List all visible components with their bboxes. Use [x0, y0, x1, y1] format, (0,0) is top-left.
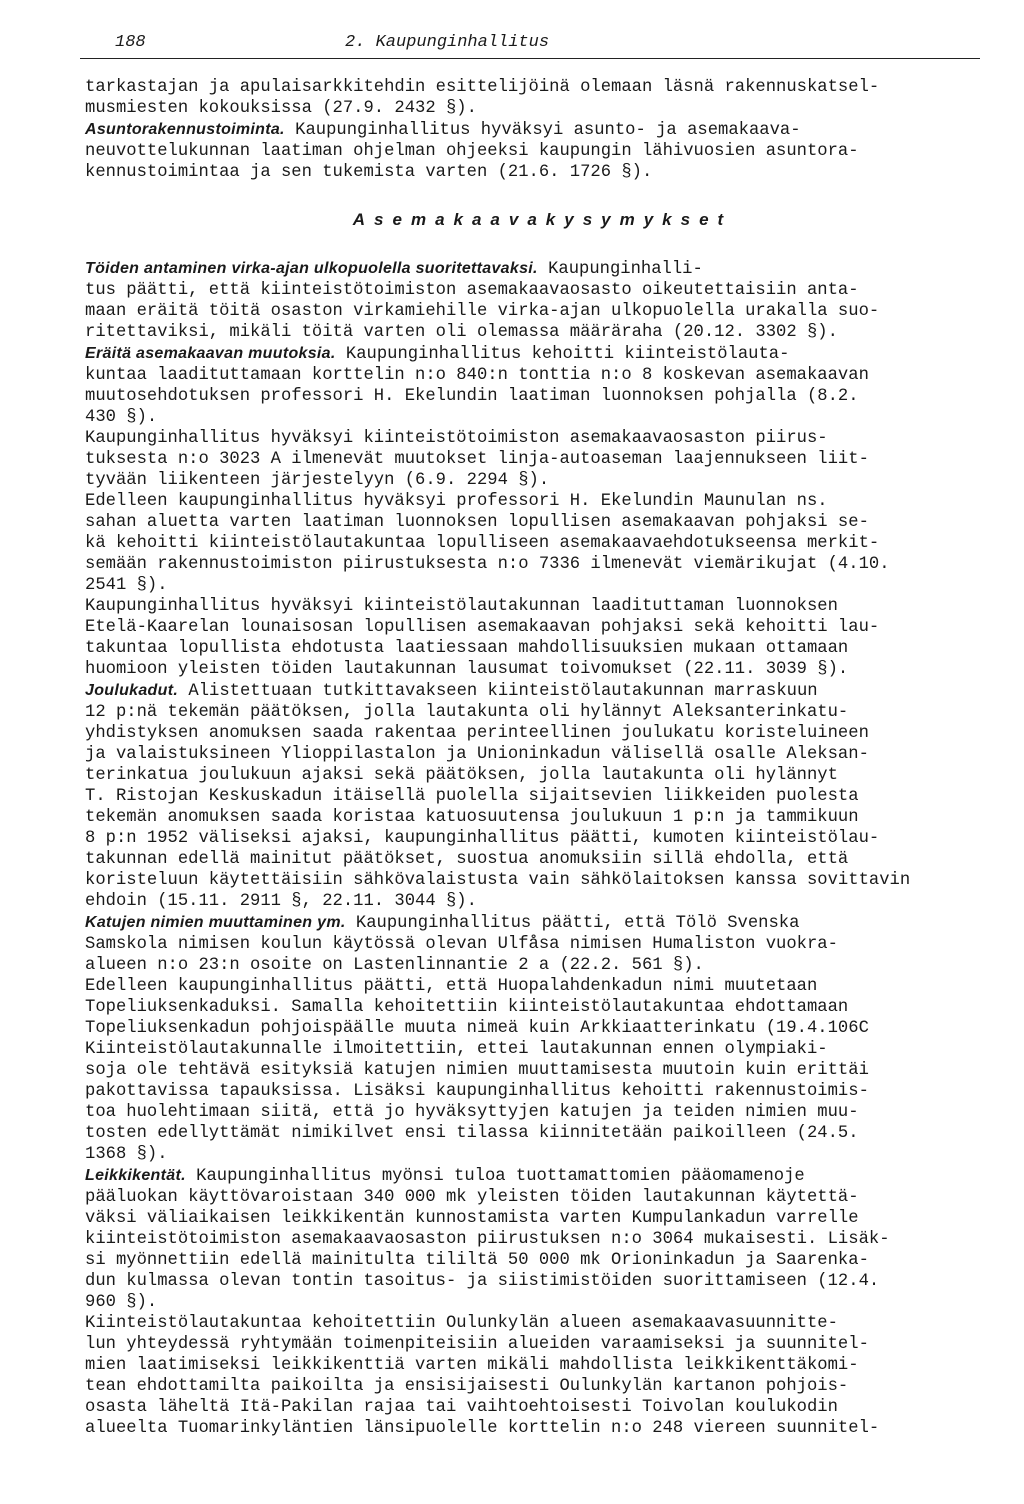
text-line: Etelä-Kaarelan lounaisosan lopullisen asemakaavan pohjaksi sekä kehoitti lau- — [85, 618, 880, 637]
text-line: mien laatimiseksi leikkikenttiä varten mikäli mahdollista leikkikenttäkomi- — [85, 1356, 859, 1375]
text-line: tean ehdottamilta paikoilta ja ensisijaisesti Oulunkylän kartanon pohjois- — [85, 1377, 849, 1396]
text-line: Töiden antaminen virka-ajan ulkopuolella suoritettavaksi. Kaupunginhalli- — [85, 260, 703, 279]
text-line: maan eräitä töitä osaston virkamiehille virka-ajan ulkopuolella urakalla suo- — [85, 302, 880, 321]
text-line: 430 §). — [85, 408, 158, 427]
text-line: ritettaviksi, mikäli töitä varten oli olemassa määräraha (20.12. 3302 §). — [85, 323, 838, 342]
text-line: huomioon yleisten töiden lautakunnan lausumat toivomukset (22.11. 3039 §). — [85, 660, 849, 679]
text-line: Samskola nimisen koulun käytössä olevan Ulfåsa nimisen Humaliston vuokra- — [85, 935, 838, 954]
paragraph-heading: Asuntorakennustoiminta. — [85, 121, 285, 138]
paragraph-eraita-muutoksia — [85, 343, 980, 680]
paragraph-heading: Katujen nimien muuttaminen ym. — [85, 914, 346, 931]
page-header — [80, 30, 980, 59]
text-line: terinkatua joulukuun ajaksi sekä päätöksen, jolla lautakunta oli hylännyt — [85, 766, 838, 785]
text-line: dun kulmassa olevan tontin tasoitus- ja siistimistöiden suorittamiseen (12.4. — [85, 1272, 880, 1291]
text-line: muutosehdotuksen professori H. Ekelundin laatiman luonnoksen pohjalla (8.2. — [85, 387, 859, 406]
text-line: ehdoin (15.11. 2911 §, 22.11. 3044 §). — [85, 892, 477, 911]
text-line: 12 p:nä tekemän päätöksen, jolla lautakunta oli hylännyt Aleksanterinkatu- — [85, 703, 849, 722]
text-line: tuksesta n:o 3023 A ilmenevät muutokset linja-autoaseman laajennukseen liit- — [85, 450, 869, 469]
text-line: Asuntorakennustoiminta. Kaupunginhallitus hyväksyi asunto- ja asemakaava- — [85, 121, 801, 140]
text-line: 2541 §). — [85, 576, 168, 595]
text-line: semään rakennustoimiston piirustuksesta n:o 7336 ilmenevät viemärikujat (4.10. — [85, 555, 890, 574]
text-line: lun yhteydessä ryhtymään toimenpiteisiin alueiden varaamiseksi ja suunnitel- — [85, 1335, 869, 1354]
text-line: sahan aluetta varten laatiman luonnoksen lopullisen asemakaavan pohjaksi se- — [85, 513, 869, 532]
text-line: yhdistyksen anomuksen saada rakentaa perinteellinen joulukatu koristeluineen — [85, 724, 869, 743]
text-line: Katujen nimien muuttaminen ym. Kaupunginhallitus päätti, että Tölö Svenska — [85, 914, 800, 933]
text-line: väksi väliaikaisen leikkikentän kunnostamista varten Kumpulankadun varrelle — [85, 1209, 859, 1228]
paragraph-heading: Eräitä asemakaavan muutoksia. — [85, 345, 336, 362]
text-line: toa huolehtimaan siitä, että jo hyväksyttyjen katujen ja teiden nimien muu- — [85, 1103, 859, 1122]
text-line: 960 §). — [85, 1293, 158, 1312]
text-line: Kaupunginhallitus hyväksyi kiinteistötoimiston asemakaavaosaston piirus- — [85, 429, 828, 448]
text-line: soja ole tehtävä esityksiä katujen nimien muuttamisesta muutoin kuin erittäi — [85, 1061, 869, 1080]
paragraph-heading: Joulukadut. — [85, 682, 179, 699]
text-line: Topeliuksenkadun pohjoispäälle muuta nimeä kuin Arkkiaatterinkatu (19.4.106C — [85, 1019, 869, 1038]
paragraph-heading: Leikkikentät. — [85, 1167, 186, 1184]
text-line: neuvottelukunnan laatiman ohjelman ohjeeksi kaupungin lähivuosien asuntora- — [85, 142, 859, 161]
paragraph-katujen-nimet — [85, 912, 980, 1165]
text-line: 1368 §). — [85, 1145, 168, 1164]
text-line: pääluokan käyttövaroistaan 340 000 mk yleisten töiden lautakunnan käytettä- — [85, 1188, 859, 1207]
text-line: osasta läheltä Itä-Pakilan rajaa tai vaihtoehtoisesti Toivolan koulukodin — [85, 1398, 838, 1417]
text-line: takuntaa lopullista ehdotusta laatiessaan mahdollisuuksien mukaan ottamaan — [85, 639, 849, 658]
text-line: tosten edellyttämät nimikilvet ensi tilassa kiinnitetään paikoilleen (24.5. — [85, 1124, 859, 1143]
text-line: tekemän anomuksen saada koristaa katuosuutensa joulukuun 1 p:n ja tammikuun — [85, 808, 859, 827]
text-line: T. Ristojan Keskuskadun itäisellä puolella sijaitsevien liikkeiden puolesta — [85, 787, 859, 806]
text-line: Joulukadut. Alistettuaan tutkittavakseen kiinteistölautakunnan marraskuun — [85, 682, 818, 701]
text-line: Edelleen kaupunginhallitus hyväksyi professori H. Ekelundin Maunulan ns. — [85, 492, 828, 511]
text-line: Kaupunginhallitus hyväksyi kiinteistölautakunnan laadituttaman luonnoksen — [85, 597, 838, 616]
paragraph-heading: Töiden antaminen virka-ajan ulkopuolella suoritettavaksi. — [85, 260, 538, 277]
page-number: 188 — [115, 33, 146, 52]
text-line: Leikkikentät. Kaupunginhallitus myönsi tuloa tuottamattomien pääomamenoje — [85, 1167, 805, 1186]
text-line: Eräitä asemakaavan muutoksia. Kaupunginhallitus kehoitti kiinteistölauta- — [85, 345, 790, 364]
paragraph-asuntorakennustoiminta — [85, 119, 980, 183]
text-line: tarkastajan ja apulaisarkkitehdin esittelijöinä olemaan läsnä rakennuskatsel- — [85, 78, 880, 97]
text-line: kä kehoitti kiinteistölautakuntaa lopulliseen asemakaavaehdotukseensa merkit- — [85, 534, 880, 553]
paragraph-leikkikentat — [85, 1165, 980, 1439]
running-title: 2. Kaupunginhallitus — [345, 33, 550, 52]
intro-paragraph — [85, 77, 980, 119]
text-line: Edelleen kaupunginhallitus päätti, että Huopalahdenkadun nimi muutetaan — [85, 977, 818, 996]
text-line: 8 p:n 1952 väliseksi ajaksi, kaupunginhallitus päätti, kumoten kiinteistölau- — [85, 829, 880, 848]
text-line: kennustoimintaa ja sen tukemista varten (21.6. 1726 §). — [85, 163, 653, 182]
text-line: tus päätti, että kiinteistötoimiston asemakaavaosasto oikeutettaisiin anta- — [85, 281, 859, 300]
text-line: Kiinteistölautakunnalle ilmoitettiin, ettei lautakunnan ennen olympiaki- — [85, 1040, 828, 1059]
text-line: takunnan edellä mainitut päätökset, suostua anomuksiin sillä ehdolla, että — [85, 850, 849, 869]
paragraph-toiden-antaminen — [85, 258, 980, 343]
document-body — [85, 77, 980, 1439]
text-line: Topeliuksenkaduksi. Samalla kehoitettiin kiinteistölautakuntaa ehdottamaan — [85, 998, 849, 1017]
text-line: kuntaa laadituttamaan korttelin n:o 840:n tonttia n:o 8 koskevan asemakaavan — [85, 366, 869, 385]
text-line: tyvään liikenteen järjestelyyn (6.9. 2294 §). — [85, 471, 550, 490]
text-line: ja valaistuksineen Ylioppilastalon ja Unioninkadun välisellä osalle Aleksan- — [85, 745, 869, 764]
text-line: koristeluun käytettäisiin sähkövalaistusta vain sähkölaitoksen kanssa sovittavin — [85, 871, 911, 890]
text-line: kiinteistötoimiston asemakaavaosaston piirustuksen n:o 3064 mukaisesti. Lisäk- — [85, 1230, 890, 1249]
paragraph-joulukadut — [85, 680, 980, 912]
text-line: pakottavissa tapauksissa. Lisäksi kaupunginhallitus kehoitti rakennustoimis- — [85, 1082, 869, 1101]
document-page — [80, 30, 980, 1439]
text-line: alueen n:o 23:n osoite on Lastenlinnantie 2 a (22.2. 561 §). — [85, 956, 704, 975]
text-line: alueelta Tuomarinkyläntien länsipuolelle korttelin n:o 248 viereen suunnitel- — [85, 1419, 880, 1438]
text-line: si myönnettiin edellä mainitulta tililtä 50 000 mk Orioninkadun ja Saarenka- — [85, 1251, 869, 1270]
text-line: Kiinteistölautakuntaa kehoitettiin Oulunkylän alueen asemakaavasuunnitte- — [85, 1314, 838, 1333]
section-title: Asemakaavakysymykset — [352, 210, 733, 229]
text-line: musmiesten kokouksissa (27.9. 2432 §). — [85, 99, 477, 118]
